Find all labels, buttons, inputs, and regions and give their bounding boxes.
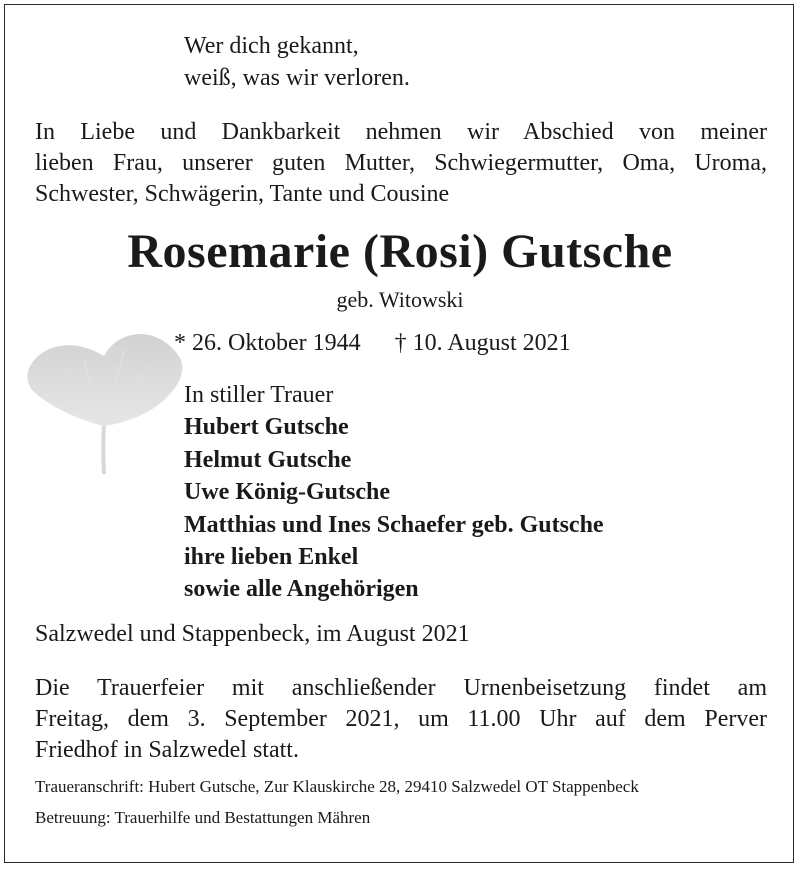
intro-paragraph	[35, 117, 767, 210]
intro-line-1: In Liebe und Dankbarkeit nehmen wir Abschied von meiner	[35, 119, 767, 145]
mourners-heading: In stiller Trauer	[184, 382, 334, 408]
mourner-name: Helmut Gutsche	[184, 446, 352, 473]
intro-line-3: Schwester, Schwägerin, Tante und Cousine	[35, 181, 450, 207]
ginkgo-leaf-icon	[24, 330, 184, 480]
funeral-care-provider: Betreuung: Trauerhilfe und Bestattungen Mähren	[35, 808, 371, 827]
funeral-line-1: Die Trauerfeier mit anschließender Urnenbeisetzung findet am	[35, 675, 767, 701]
funeral-line-2: Freitag, dem 3. September 2021, um 11.00 Uhr auf dem Perver	[35, 706, 767, 732]
motto-line-1: Wer dich gekannt,	[184, 33, 359, 59]
intro-line-2: lieben Frau, unserer guten Mutter, Schwiegermutter, Oma, Uroma,	[35, 150, 767, 176]
motto-quote	[184, 30, 410, 94]
mourner-name: sowie alle Angehörigen	[184, 576, 419, 603]
funeral-line-3: Friedhof in Salzwedel statt.	[35, 737, 299, 763]
mourner-name: Matthias und Ines Schaefer geb. Gutsche	[184, 511, 604, 538]
life-dates	[174, 327, 571, 359]
maiden-name: geb. Witowski	[336, 287, 464, 312]
mourner-name: ihre lieben Enkel	[184, 544, 359, 571]
mourning-address: Traueranschrift: Hubert Gutsche, Zur Klauskirche 28, 29410 Salzwedel OT Stappenbeck	[35, 777, 639, 796]
deceased-name: Rosemarie (Rosi) Gutsche	[127, 225, 673, 278]
motto-line-2: weiß, was wir verloren.	[184, 65, 410, 91]
place-date: Salzwedel und Stappenbeck, im August 2021	[35, 621, 470, 647]
mourner-name: Hubert Gutsche	[184, 414, 349, 441]
mourners-block	[184, 379, 604, 606]
funeral-paragraph	[35, 673, 767, 766]
death-date: † 10. August 2021	[394, 330, 571, 356]
mourner-name: Uwe König-Gutsche	[184, 479, 390, 506]
birth-date: * 26. Oktober 1944	[174, 330, 361, 356]
